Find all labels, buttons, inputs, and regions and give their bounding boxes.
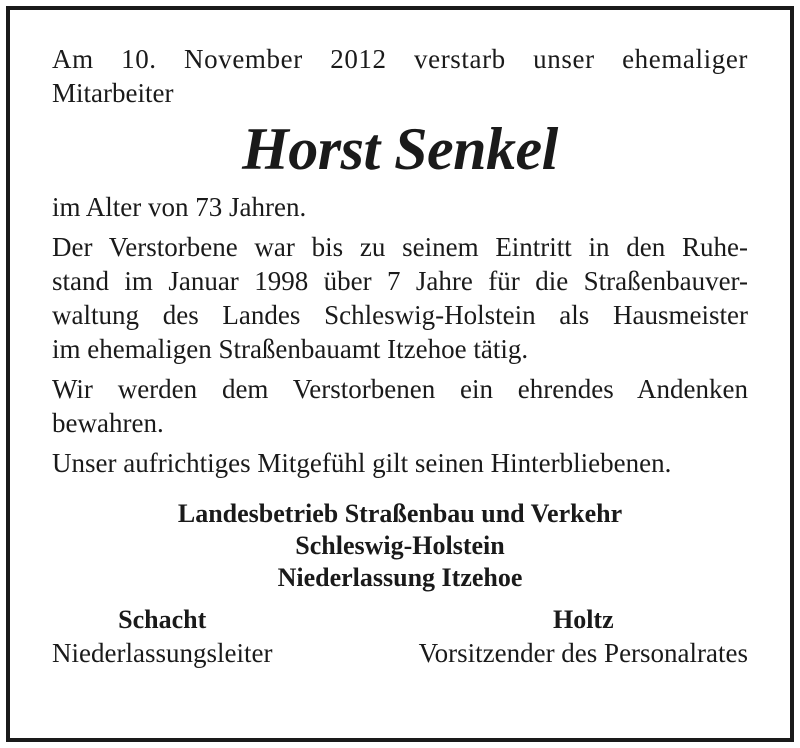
organization-line-2: Schleswig-Holstein <box>295 531 505 560</box>
organization-block <box>52 498 748 594</box>
signatory-name: Schacht <box>118 605 207 634</box>
signatory-right <box>419 604 748 670</box>
obituary-notice <box>52 42 748 670</box>
memory-line-2: bewahren. <box>52 408 164 438</box>
organization-line-3: Niederlassung Itzehoe <box>277 563 523 592</box>
career-line-2: stand im Januar 1998 über 7 Jahre für die Straßenbauver- <box>52 266 748 296</box>
age-text: im Alter von 73 Jahren. <box>52 192 307 222</box>
signatures <box>52 604 748 670</box>
career-paragraph <box>52 230 748 366</box>
intro-line-2: Mitarbeiter <box>52 78 174 108</box>
signatory-role: Vorsitzender des Personalrates <box>418 638 748 668</box>
deceased-name: Horst Senkel <box>242 116 558 182</box>
career-line-1: Der Verstorbene war bis zu seinem Eintritt in den Ruhe- <box>52 232 748 262</box>
signatory-left <box>52 604 272 670</box>
signatory-name: Holtz <box>552 605 614 634</box>
intro-line-1: Am 10. November 2012 verstarb unser ehemaliger <box>52 44 748 74</box>
organization-line-1: Landesbetrieb Straßenbau und Verkehr <box>177 499 623 528</box>
memory-paragraph <box>52 372 748 440</box>
career-line-3: waltung des Landes Schleswig-Holstein als Hausmeister <box>52 300 748 330</box>
memory-line-1: Wir werden dem Verstorbenen ein ehrendes Andenken <box>52 374 748 404</box>
intro-text <box>52 42 748 110</box>
signatory-role: Niederlassungsleiter <box>52 638 273 668</box>
condolence-text: Unser aufrichtiges Mitgefühl gilt seinen Hinterbliebenen. <box>52 448 672 478</box>
career-line-4: im ehemaligen Straßenbauamt Itzehoe tätig. <box>52 334 529 364</box>
